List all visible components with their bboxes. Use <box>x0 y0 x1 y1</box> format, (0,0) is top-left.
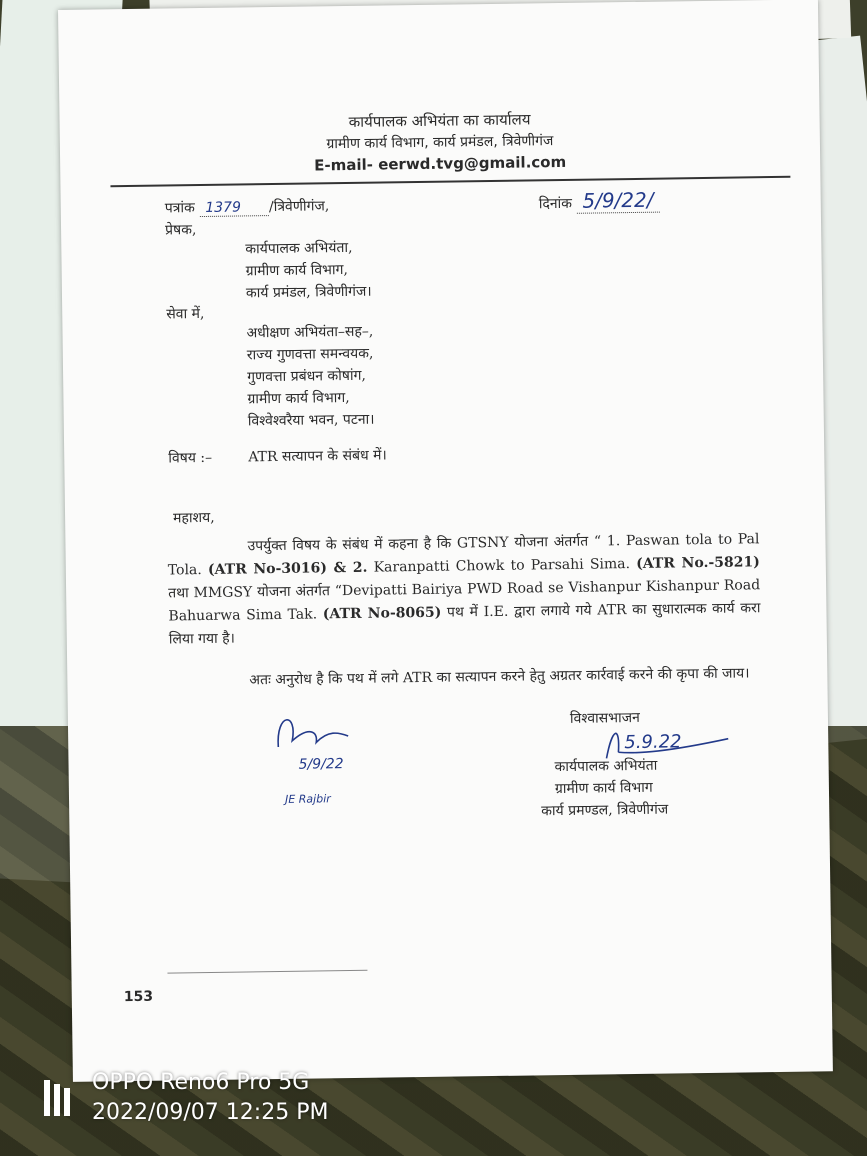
office-department: ग्रामीण कार्य विभाग, कार्य प्रमंडल, त्रिवेणीगंज <box>326 133 554 153</box>
initials-note: JE Rajbir <box>284 792 331 806</box>
body-paragraph-2: अतः अनुरोध है कि पथ में लगे ATR का सत्यापन करने हेतु अग्रतर कार्रवाई करने की कृपा की जाय। <box>249 665 750 689</box>
letter-number-label: पत्रांक <box>164 200 195 217</box>
footer-rule <box>167 970 367 974</box>
signature-date: 5.9.22 <box>624 731 682 754</box>
sender-line: कार्य प्रमंडल, त्रिवेणीगंज। <box>245 283 372 302</box>
page-number: 153 <box>123 988 154 1006</box>
body-paragraph-1: उपर्युक्त विषय के संबंध में कहना है कि GTSNY योजना अंतर्गत “ 1. Paswan tola to Pal Tola. (ATR No-3016) & 2. Karanpatti Chowk to Parsahi Sima. (ATR No.-5821) तथा MMGSY योजना अंतर्गत “Devipatti Bairiya PWD Road se Vishanpur Kishanpur Road Bahuarwa Sima Tak. (ATR No-8065) पथ में I.E. द्वारा लगाये गये ATR का सुधारात्मक कार्य करा लिया गया है। <box>167 531 761 648</box>
date-label: दिनांक <box>538 195 573 213</box>
salutation: महाशय, <box>172 509 215 527</box>
header-rule <box>110 176 790 187</box>
recipient-line: गुणवत्ता प्रबंधन कोषांग, <box>247 367 367 386</box>
office-email: E-mail- eerwd.tvg@gmail.com <box>314 152 567 175</box>
recipient-line: राज्य गुणवत्ता समन्वयक, <box>246 345 374 364</box>
camera-brand-icon <box>42 1076 78 1120</box>
subject-text: ATR सत्यापन के संबंध में। <box>248 447 387 466</box>
recipient-line: अधीक्षण अभियंता–सह–, <box>246 323 374 342</box>
subject-label: विषय :– <box>168 449 213 467</box>
sender-label: प्रेषक, <box>164 222 197 239</box>
letter-number-line <box>165 196 330 217</box>
office-title: कार्यपालक अभियंता का कार्यालय <box>348 110 531 131</box>
recipient-line: विश्वेश्वरैया भवन, पटना। <box>247 411 375 430</box>
initials-date: 5/9/22 <box>298 756 344 773</box>
atr-number: (ATR No-8065) <box>322 604 442 623</box>
recipient-label: सेवा में, <box>166 305 205 323</box>
atr-number: (ATR No.-5821) <box>636 554 760 572</box>
recipient-line: ग्रामीण कार्य विभाग, <box>247 389 350 408</box>
atr-number: (ATR No-3016) & 2. <box>207 559 368 578</box>
date-line <box>539 188 660 214</box>
letter-page <box>58 0 833 1082</box>
initials-block <box>268 706 370 817</box>
closing-designation: कार्यपालक अभियंता <box>554 757 658 776</box>
camera-device: OPPO Reno6 Pro 5G <box>92 1070 310 1095</box>
sender-line: ग्रामीण कार्य विभाग, <box>245 261 349 280</box>
sender-line: कार्यपालक अभियंता, <box>245 239 353 258</box>
closing-yours: विश्वासभाजन <box>569 709 640 727</box>
letter-number-value: 1379 <box>199 199 269 217</box>
letter-number-suffix: /त्रिवेणीगंज, <box>268 198 330 216</box>
closing-designation: ग्रामीण कार्य विभाग <box>554 779 653 798</box>
closing-designation: कार्य प्रमण्डल, त्रिवेणीगंज <box>541 801 669 820</box>
date-value: 5/9/22/ <box>576 188 659 214</box>
camera-timestamp: 2022/09/07 12:25 PM <box>92 1100 329 1125</box>
